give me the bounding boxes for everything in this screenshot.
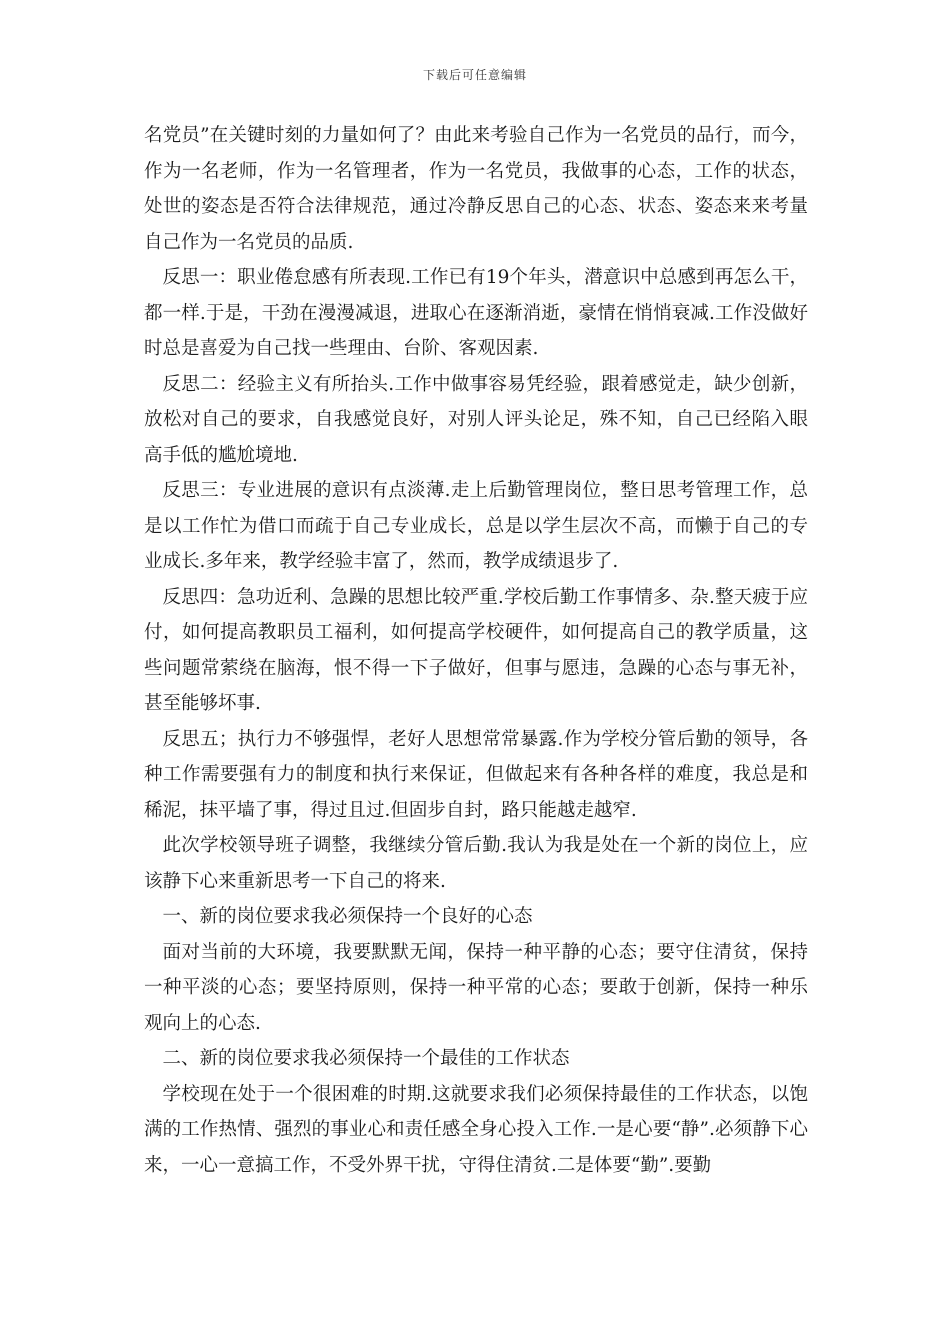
paragraph-adjustment: 此次学校领导班子调整，我继续分管后勤.我认为我是处在一个新的岗位上，应该静下心来重新思考一下自己的将来. [144,835,808,892]
paragraph-work-state: 学校现在处于一个很困难的时期.这就要求我们必须保持最佳的工作状态，以饱满的工作热情、强烈的事业心和责任感全身心投入工作.一是心要“静”.必须静下心来，一心一意搞工作，不受外界干扰，守得住清贫.二是体要“勤”.要勤 [144,1083,808,1176]
document-body [144,118,808,1183]
paragraph-reflection-4: 反思四：急功近利、急躁的思想比较严重.学校后勤工作事情多、杂.整天疲于应付，如何提高教职员工福利，如何提高学校硬件，如何提高自己的教学质量，这些问题常萦绕在脑海，恨不得一下子做好，但事与愿违，急躁的心态与事无补，甚至能够坏事. [144,586,808,714]
page-header: 下载后可任意编辑 [422,68,527,82]
paragraph-reflection-2: 反思二：经验主义有所抬头.工作中做事容易凭经验，跟着感觉走，缺少创新，放松对自己的要求，自我感觉良好，对别人评头论足，殊不知，自己已经陷入眼高手低的尴尬境地. [144,373,808,466]
paragraph-mindset: 面对当前的大环境，我要默默无闻，保持一种平静的心态；要守住清贫，保持一种平淡的心态；要坚持原则，保持一种平常的心态；要敢于创新，保持一种乐观向上的心态. [144,941,808,1034]
paragraph-reflection-5: 反思五；执行力不够强悍，老好人思想常常暴露.作为学校分管后勤的领导，各种工作需要强有力的制度和执行来保证，但做起来有各种各样的难度，我总是和稀泥，抹平墙了事，得过且过.但固步自封，路只能越走越窄. [144,728,808,821]
section-heading-1: 一、新的岗位要求我必须保持一个良好的心态 [162,906,533,927]
section-heading-2: 二、新的岗位要求我必须保持一个最佳的工作状态 [162,1048,570,1069]
paragraph-continuation: 名党员”在关键时刻的力量如何了？由此来考验自己作为一名党员的品行，而今，作为一名老师，作为一名管理者，作为一名党员，我做事的心态，工作的状态，处世的姿态是否符合法律规范，通过冷静反思自己的心态、状态、姿态来来考量自己作为一名党员的品质. [144,125,808,253]
paragraph-reflection-3: 反思三：专业进展的意识有点淡薄.走上后勤管理岗位，整日思考管理工作，总是以工作忙为借口而疏于自己专业成长，总是以学生层次不高，而懒于自己的专业成长.多年来，教学经验丰富了，然而，教学成绩退步了. [144,480,808,572]
paragraph-reflection-1: 反思一：职业倦怠感有所表现.工作已有19个年头，潜意识中总感到再怎么干，都一样.于是，干劲在漫漫减退，进取心在逐渐消逝，豪情在悄悄衰减.工作没做好时总是喜爱为自己找一些理由、台阶、客观因素. [144,267,808,359]
